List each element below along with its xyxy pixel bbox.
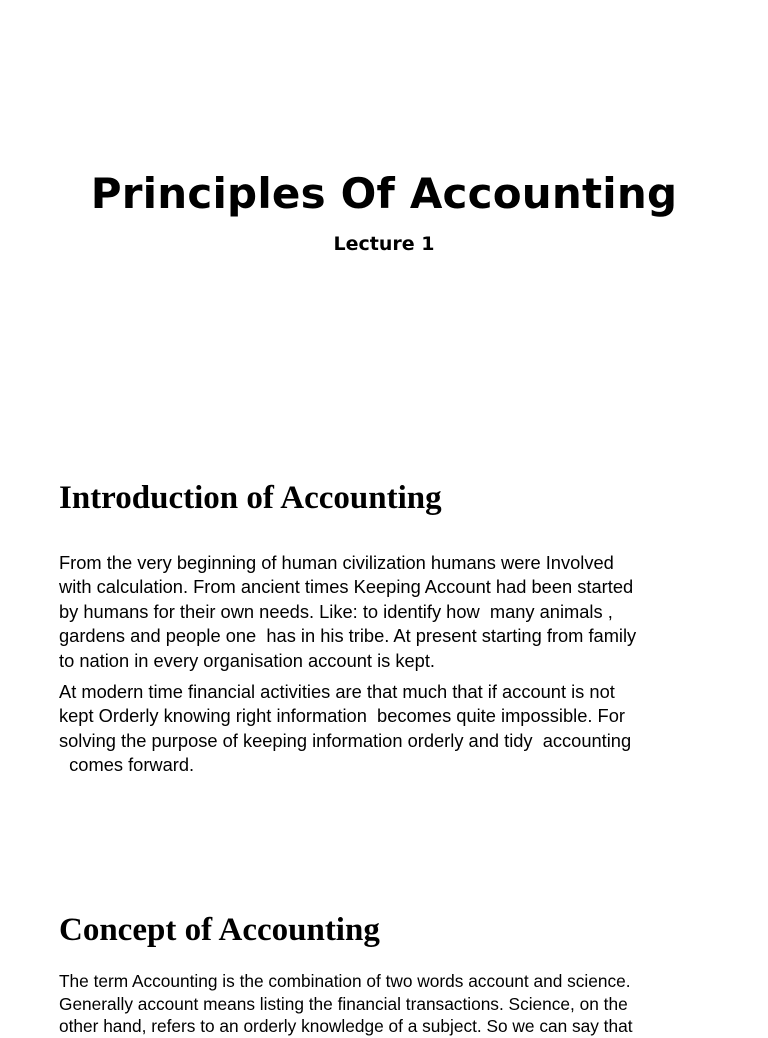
document-title: Principles Of Accounting bbox=[90, 169, 678, 218]
paragraph-line: other hand, refers to an orderly knowledge of a subject. So we can say that bbox=[59, 1016, 633, 1036]
paragraph-line: comes forward. bbox=[59, 754, 195, 776]
paragraph-line: solving the purpose of keeping information orderly and tidy accounting bbox=[59, 729, 632, 751]
concept-paragraph-1 bbox=[59, 970, 731, 1038]
paragraph-line: by humans for their own needs. Like: to identify how many animals , bbox=[59, 600, 613, 622]
introduction-paragraph-2 bbox=[59, 680, 731, 778]
introduction-paragraph-1 bbox=[59, 551, 731, 673]
paragraph-line: to nation in every organisation account is kept. bbox=[59, 649, 436, 671]
section-heading-concept: Concept of Accounting bbox=[59, 912, 380, 948]
paragraph-line: At modern time financial activities are that much that if account is not bbox=[59, 681, 615, 702]
paragraph-line: kept Orderly knowing right information becomes quite impossible. For bbox=[59, 705, 625, 727]
paragraph-line: Generally account means listing the financial transactions. Science, on the bbox=[59, 993, 628, 1014]
section-heading-introduction: Introduction of Accounting bbox=[59, 480, 442, 516]
paragraph-line: with calculation. From ancient times Keeping Account had been started bbox=[59, 576, 634, 598]
paragraph-line: gardens and people one has in his tribe. At present starting from family bbox=[59, 625, 637, 647]
document-subtitle: Lecture 1 bbox=[333, 233, 435, 255]
paragraph-line: The term Accounting is the combination of two words account and science. bbox=[59, 971, 631, 991]
paragraph-line: From the very beginning of human civilization humans were Involved bbox=[59, 552, 614, 573]
